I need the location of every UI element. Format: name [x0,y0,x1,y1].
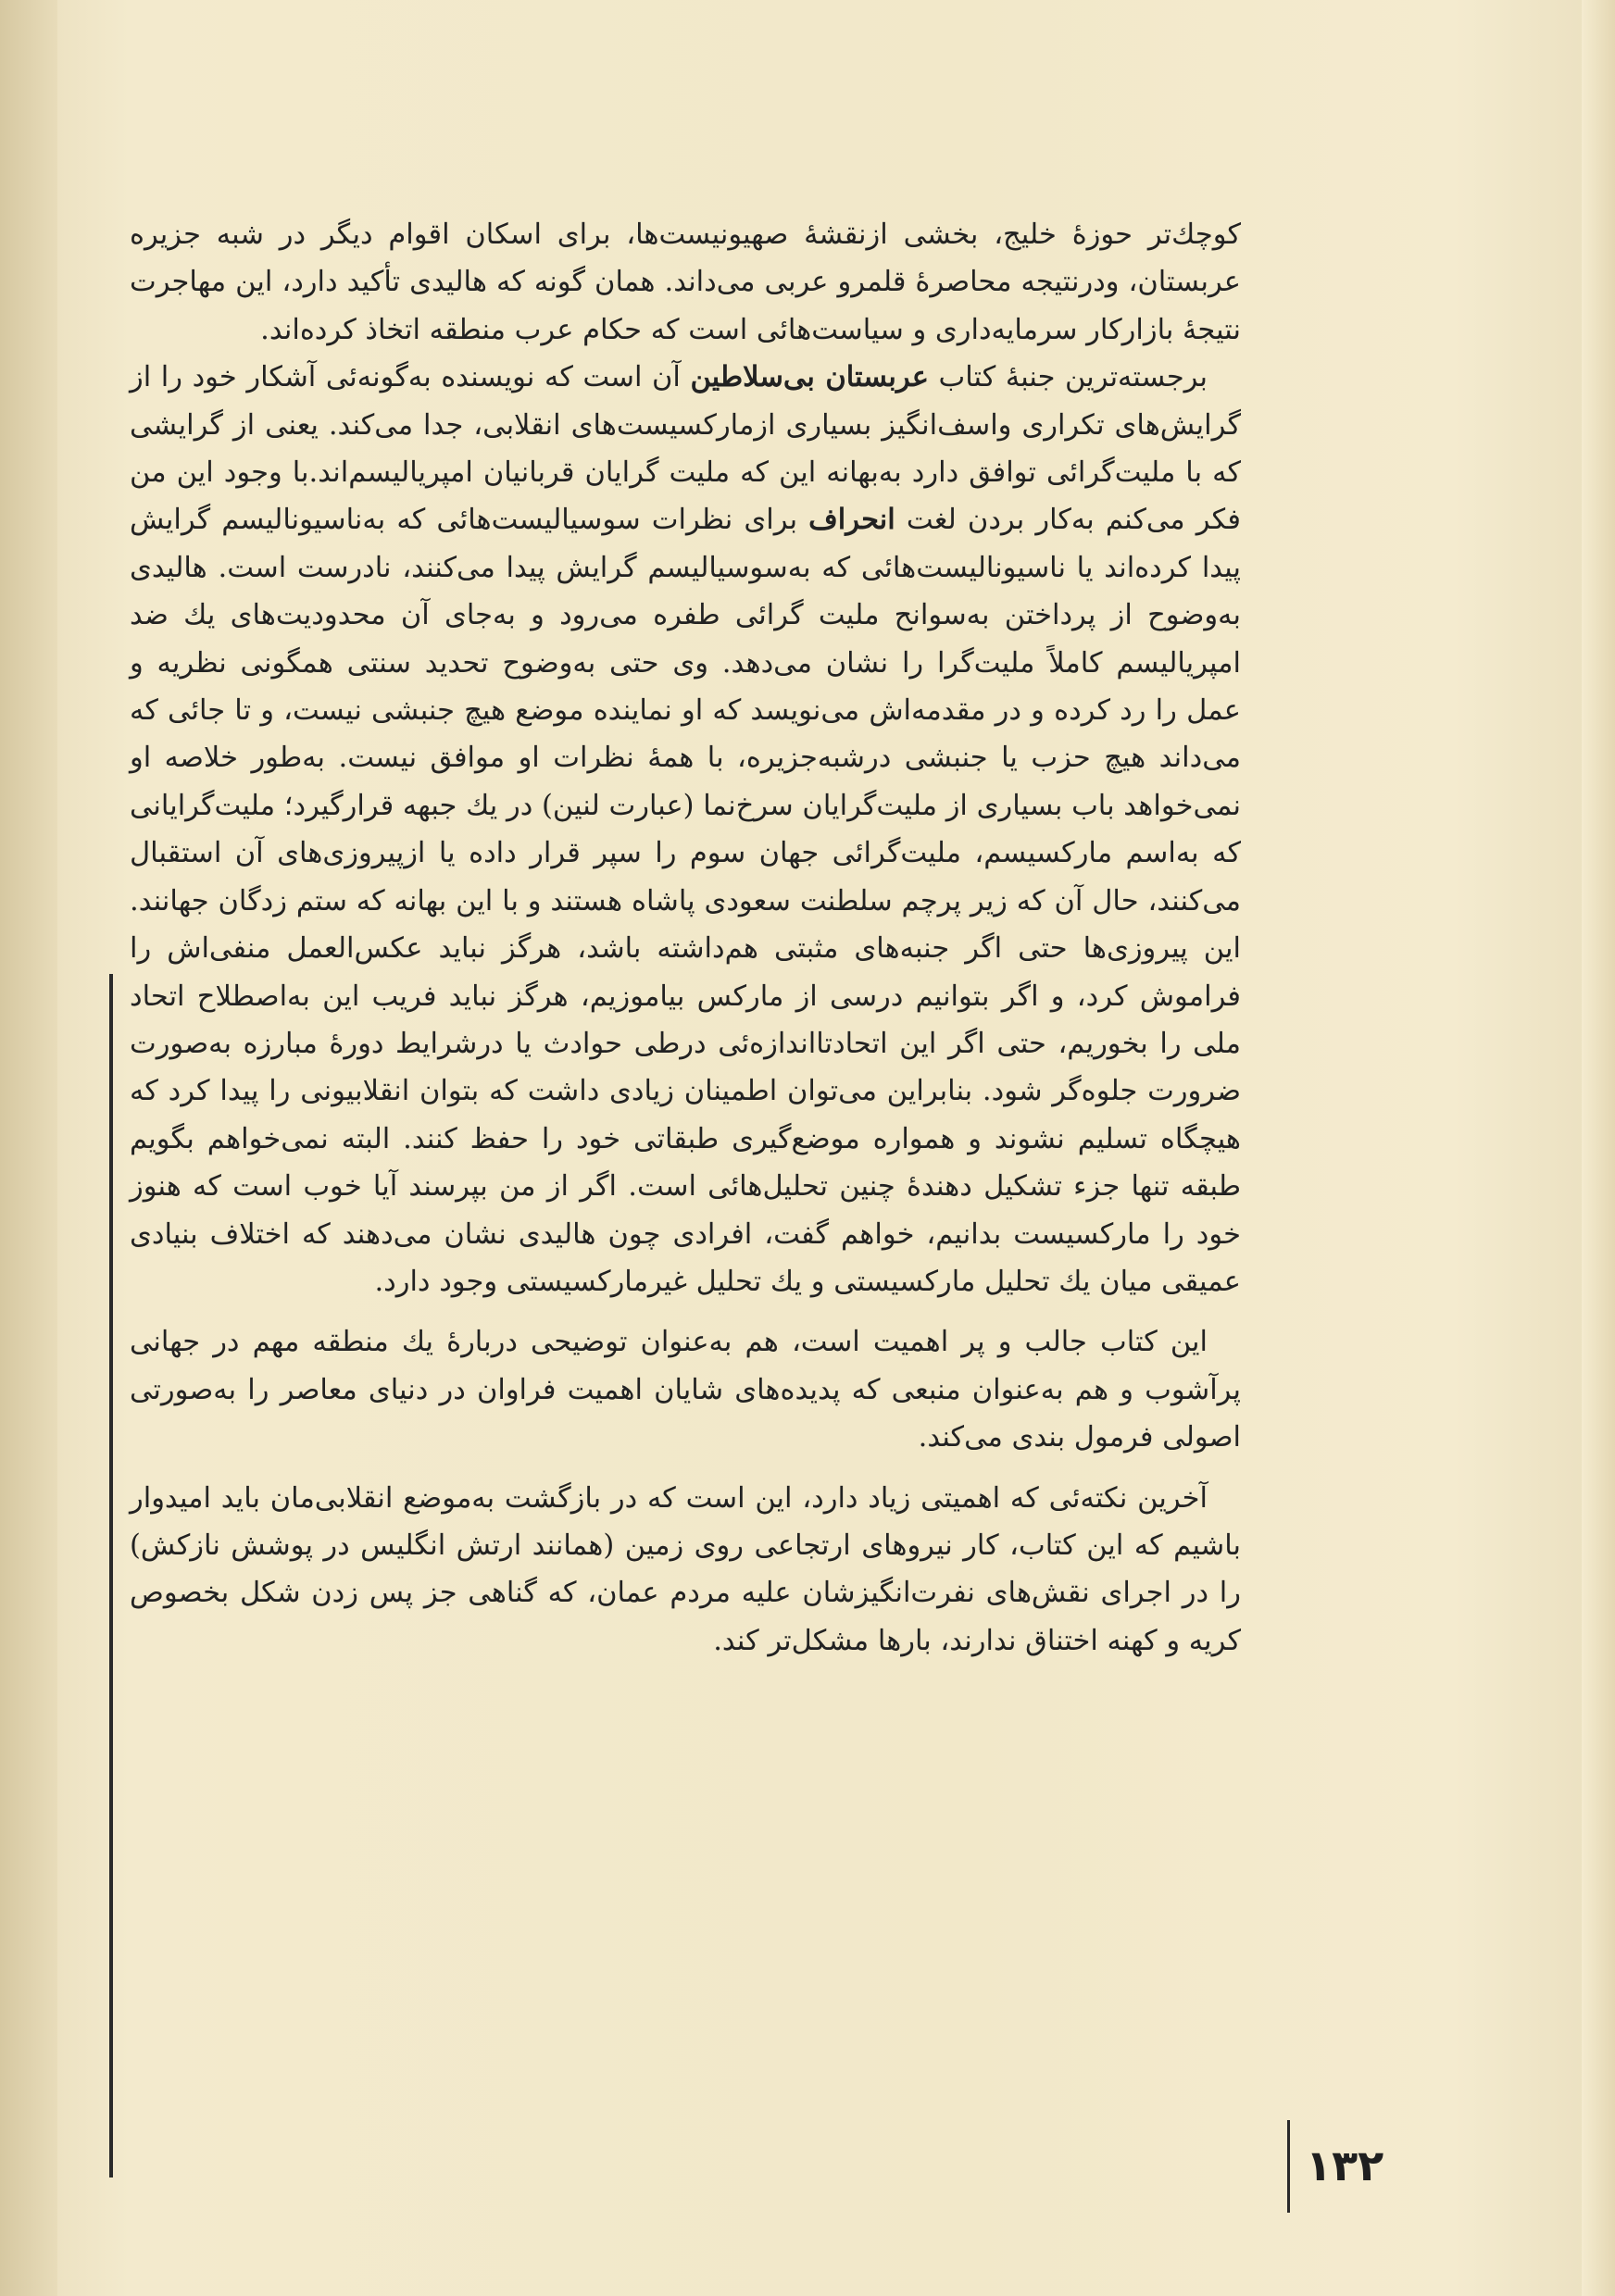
book-title: عربستان بی‌سلاطین [690,360,929,394]
page-left-edge [0,0,57,2296]
paragraph-4: آخرین نکته‌ئی که اهمیتی زیاد دارد، این است که در بازگشت به‌موضع انقلابی‌مان باید امیدوار باشیم که این کتاب، کار نیروهای ارتجاعی روی زمین (همانند ارتش انگلیس در پوشش نازکش) را در اجرای نقش‌های نفرت‌انگیزشان علیه مردم عمان، که گناهی جز پس زدن شکل بخصوص کریه و کهنه اختناق ندارند، بارها مشکل‌تر کند. [130,1481,1241,1657]
margin-rule [109,974,113,2177]
term-deviation: انحراف [808,503,895,537]
page-number: ۱۳۲ [1306,2140,1384,2190]
page-right-edge [1582,0,1615,2296]
page-number-rule [1287,2120,1290,2213]
paragraph-3: این کتاب جالب و پر اهمیت است، هم به‌عنوان توضیحی دربارهٔ یك منطقه مهم در جهانی پرآشوب و هم به‌عنوان منبعی که پدیده‌های شایان اهمیت فراوان در دنیای معاصر را به‌صورتی اصولی فرمول بندی می‌کند. [130,1326,1241,1454]
paragraph-1: کوچك‌تر حوزهٔ خلیج، بخشی ازنقشهٔ صهیونیست‌ها، برای اسکان اقوام دیگر در شبه جزیره عربستان، ودرنتیجه محاصرهٔ قلمرو عربی می‌داند. همان گونه که هالیدی تأکید دارد، این مهاجرت نتیجهٔ بازارکار سرمایه‌داری و سیاست‌هائی است که حکام عرب منطقه اتخاذ کرده‌اند. [130,218,1241,346]
page-body [130,211,1241,1665]
paragraph-2-before: برجسته‌ترین جنبهٔ کتاب [928,361,1208,394]
paragraph-2 [130,354,1241,1305]
paragraph-2-middle: آن است که نویسنده به‌گونه‌ئی آشکار خود را از گرایش‌های تکراری واسف‌انگیز بسیاری ازمارکسیست‌های انقلابی، جدا می‌کند. یعنی از گرایشی که با ملیت‌گرائی توافق دارد به‌بهانه این که ملیت گرایان قربانیان امپریالیسم‌اند.با وجود این من فکر می‌کنم به‌کار بردن لغت [130,361,1241,537]
paragraph-2-after: برای نظرات سوسیالیست‌هائی که به‌ناسیونالیسم گرایش پیدا کرده‌اند یا ناسیونالیست‌هائی که به‌سوسیالیسم گرایش پیدا می‌کنند، نادرست است. هالیدی به‌وضوح از پرداختن به‌سوانح ملیت گرائی طفره می‌رود و به‌جای آن محدودیت‌های یك ضد امپریالیسم کاملاً ملیت‌گرا را نشان می‌دهد. وی حتی به‌وضوح تحدید سنتی همگونی نظریه و عمل را رد کرده و در مقدمه‌اش می‌نویسد که او نماینده موضع هیچ جنبشی نیست، و تا جائی که می‌داند هیچ حزب یا جنبشی درشبه‌جزیره، با همهٔ نظرات او موافق نیست. به‌طور خلاصه او نمی‌خواهد باب بسیاری از ملیت‌گرایان سرخ‌نما (عبارت لنین) در یك جبهه قرارگیرد؛ ملیت‌گرایانی که به‌اسم مارکسیسم، ملیت‌گرائی جهان سوم را سپر قرار داده یا ازپیروزی‌های آن استقبال می‌کنند، حال آن که زیر پرچم سلطنت سعودی پاشاه هستند و با این بهانه که ستم زدگان جهانند. این پیروزی‌ها حتی اگر جنبه‌های مثبتی هم‌داشته باشد، هرگز نباید عکس‌العمل منفی‌اش را فراموش کرد، و اگر بتوانیم درسی از مارکس بیاموزیم، هرگز نباید فریب این به‌اصطلاح اتحاد ملی را بخوریم، حتی اگر این اتحادتااندازه‌ئی درطی حوادث یا درشرایط دورهٔ مبارزه به‌صورت ضرورت جلوه‌گر شود. بنابراین می‌توان اطمینان زیادی داشت که بتوان انقلابیونی را پیدا کرد که هیچگاه تسلیم نشوند و همواره موضع‌گیری طبقاتی خود را حفظ کنند. البته نمی‌خواهم بگویم طبقه تنها جزء تشکیل دهندهٔ چنین تحلیل‌هائی است. اگر از من بپرسند آیا خوب است که هنوز خود را مارکسیست بدانیم، خواهم گفت، افرادی چون هالیدی نشان می‌دهند که اختلاف بنیادی عمیقی میان یك تحلیل مارکسیستی و یك تحلیل غیرمارکسیستی وجود دارد. [130,504,1241,1298]
